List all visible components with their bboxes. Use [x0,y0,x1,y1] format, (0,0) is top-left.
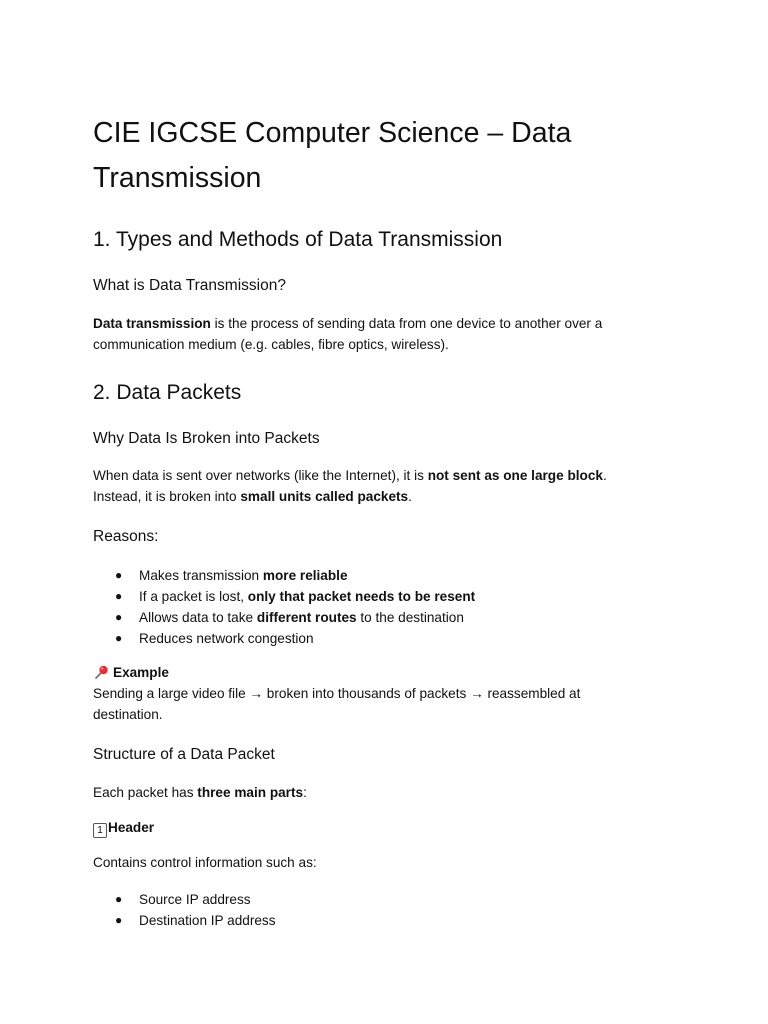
subheading-what-is: What is Data Transmission? [93,277,286,294]
text-span: If a packet is lost, [139,589,248,604]
bold-span: not sent as one large block [427,468,603,483]
text-span: When data is sent over networks (like the Internet), it is [93,468,428,483]
bullet-icon: ● [115,589,123,603]
text-span: Makes transmission [139,568,263,583]
subheading-structure: Structure of a Data Packet [93,746,275,763]
subheading-reasons: Reasons: [93,528,159,545]
bullet-icon: ● [115,631,123,645]
list-item [93,628,475,649]
header-label: Header [108,820,155,835]
bullet-icon: ● [115,568,123,582]
list-item [93,889,276,910]
definition-text: is the process of sending data from one device to another over a communication medium (e.g. cables, fibre optics, wireless). [93,316,603,352]
bold-span: only that packet needs to be resent [247,589,476,604]
text-span: . Instead, it is broken into [93,468,607,504]
pushpin-icon [93,662,109,683]
example-label: Example [113,665,169,680]
text-span: to the destination [356,610,464,625]
bullet-icon: ● [115,913,123,927]
text-span: Each packet has [93,785,198,800]
text-span: Reduces network congestion [139,631,314,646]
bold-span: more reliable [262,568,348,583]
section-heading-types: 1. Types and Methods of Data Transmission [93,228,503,251]
page-title: CIE IGCSE Computer Science – Data Transmission [93,117,572,194]
header-label-line [93,817,653,838]
text-span: Source IP address [139,892,251,907]
paragraph-structure [93,782,653,803]
text-span: Destination IP address [139,913,276,928]
example-label-line [93,662,653,683]
list-item [93,910,276,931]
list-item [93,565,475,586]
bold-span: different routes [256,610,357,625]
section-heading-packets: 2. Data Packets [93,381,242,404]
list-item [93,586,475,607]
bullet-icon: ● [115,610,123,624]
header-intro: Contains control information such as: [93,855,317,870]
paragraph-definition [93,313,653,355]
bold-span: three main parts [197,785,304,800]
bold-term: Data transmission [93,316,211,331]
text-span: . [408,489,412,504]
example-text: Sending a large video file → broken into thousands of packets → reassembled at destination. [93,686,581,722]
bullet-icon: ● [115,892,123,906]
text-span: : [303,785,307,800]
paragraph-why-packets [93,465,653,507]
text-span: Allows data to take [139,610,257,625]
subheading-why-packets: Why Data Is Broken into Packets [93,430,320,447]
bold-span: small units called packets [240,489,409,504]
keycap-one-icon: 1 [93,823,107,838]
reasons-list [93,565,475,649]
list-item [93,607,475,628]
header-items-list [93,889,276,931]
